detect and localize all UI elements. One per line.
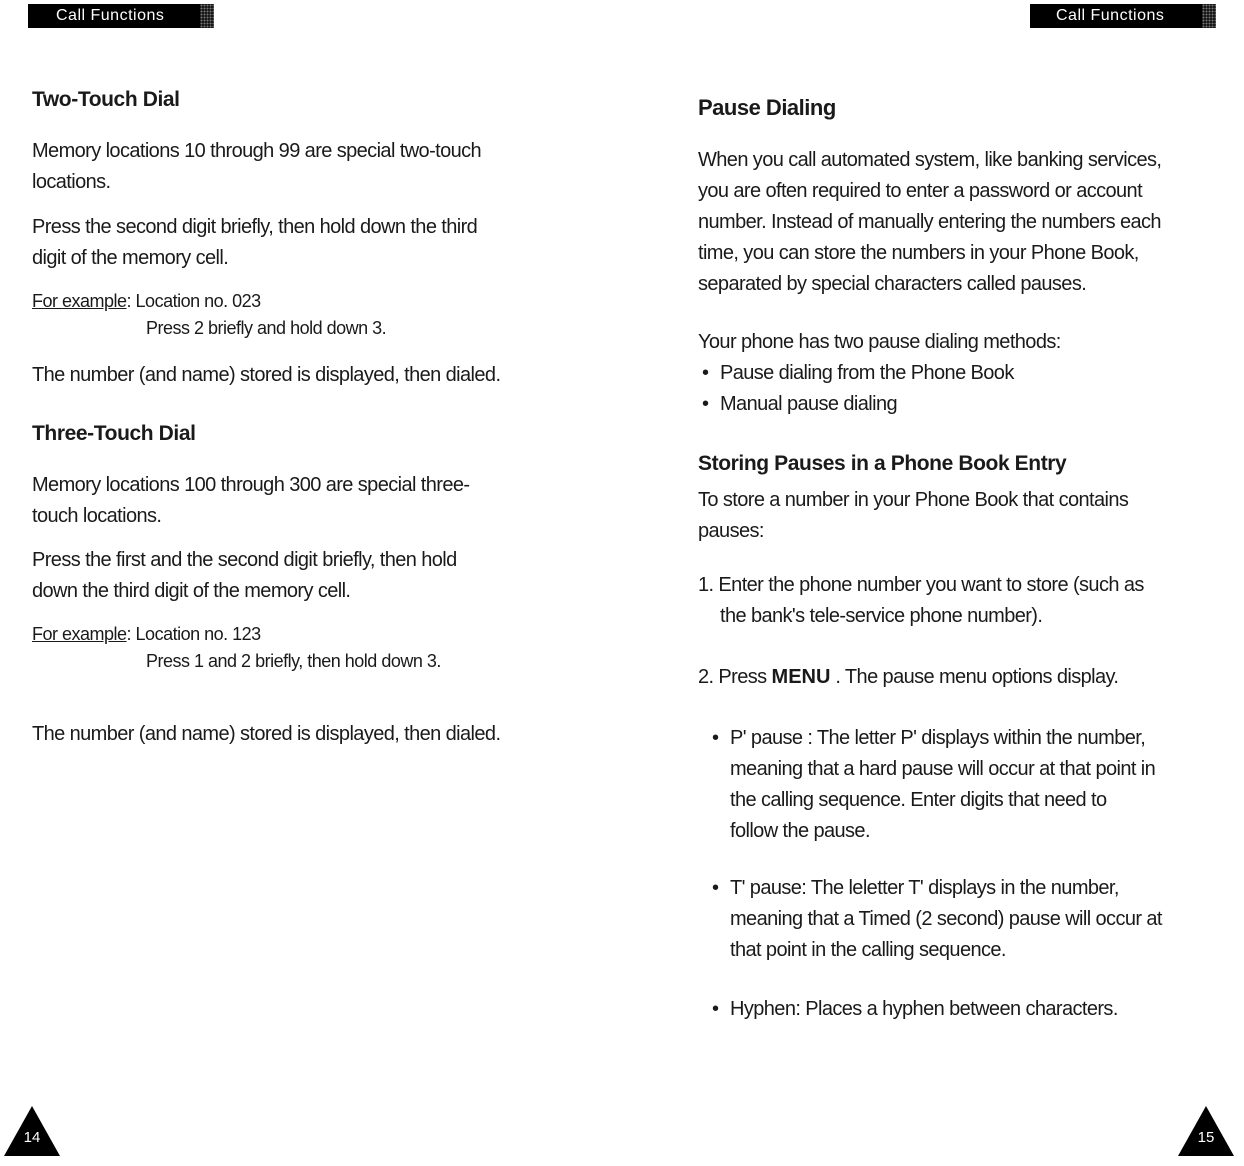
text-line: that point in the calling sequence. bbox=[730, 939, 1006, 961]
text-line: number. Instead of manually entering the numbers each bbox=[698, 211, 1161, 233]
text-line: 1. Enter the phone number you want to store (such as bbox=[698, 574, 1144, 596]
three-touch-p3 bbox=[32, 719, 582, 750]
section-tab bbox=[28, 4, 214, 28]
pause-dialing-title bbox=[698, 94, 1214, 122]
page-title: Pause Dialing bbox=[698, 95, 836, 120]
tab-dots-decoration bbox=[1202, 4, 1216, 28]
text-line: Your phone has two pause dialing methods: bbox=[698, 331, 1061, 353]
example-line: Press 2 briefly and hold down 3. bbox=[146, 318, 387, 338]
tab-dots-decoration bbox=[200, 4, 214, 28]
text-line: The number (and name) stored is displayed, then dialed. bbox=[32, 723, 501, 745]
three-touch-heading: Three-Touch Dial bbox=[32, 422, 196, 445]
example-label: For example bbox=[32, 624, 127, 644]
three-touch-p1 bbox=[32, 470, 582, 532]
example-label: For example bbox=[32, 291, 127, 311]
pause-intro bbox=[698, 145, 1214, 300]
menu-key-label: MENU bbox=[771, 666, 831, 688]
text-line: you are often required to enter a password or account bbox=[698, 180, 1143, 202]
text-line: . The pause menu options display. bbox=[830, 666, 1119, 688]
list-item: • Hyphen: Places a hyphen between characters. bbox=[698, 994, 1214, 1025]
text-line: meaning that a hard pause will occur at that point in bbox=[730, 758, 1156, 780]
two-touch-example bbox=[32, 288, 582, 342]
storing-pauses-heading: Storing Pauses in a Phone Book Entry bbox=[698, 452, 1067, 475]
text-line: the bank's tele-service phone number). bbox=[720, 605, 1043, 627]
text-line: touch locations. bbox=[32, 505, 162, 527]
t-pause-item bbox=[698, 873, 1214, 966]
two-touch-section bbox=[32, 86, 582, 114]
example-line: : Location no. 123 bbox=[126, 624, 261, 644]
storing-pauses-heading-wrap bbox=[698, 450, 1214, 478]
text-line: pauses: bbox=[698, 520, 764, 542]
store-intro bbox=[698, 485, 1214, 547]
text-line: To store a number in your Phone Book that contains bbox=[698, 489, 1129, 511]
list-item: • P' pause : The letter P' displays within the number, bbox=[698, 723, 1214, 754]
list-item: • T' pause: The leletter T' displays in the number, bbox=[698, 873, 1214, 904]
text-line: Press the first and the second digit briefly, then hold bbox=[32, 549, 457, 571]
page-number-triangle-icon bbox=[1178, 1106, 1234, 1156]
section-tab-label: Call Functions bbox=[56, 7, 165, 24]
section-tab bbox=[1030, 4, 1216, 28]
text-line: 2. Press bbox=[698, 666, 772, 688]
methods-block bbox=[698, 327, 1214, 420]
page-number: 15 bbox=[1197, 1129, 1215, 1146]
list-item: • Pause dialing from the Phone Book bbox=[698, 358, 1214, 389]
two-touch-heading: Two-Touch Dial bbox=[32, 88, 180, 111]
two-touch-p2 bbox=[32, 212, 582, 274]
section-tab-label: Call Functions bbox=[1056, 7, 1165, 24]
text-line: Press the second digit briefly, then hold down the third bbox=[32, 216, 478, 238]
page-number: 14 bbox=[23, 1129, 41, 1146]
text-line: When you call automated system, like banking services, bbox=[698, 149, 1162, 171]
page-number-triangle-icon bbox=[4, 1106, 60, 1156]
text-line: down the third digit of the memory cell. bbox=[32, 580, 351, 602]
three-touch-p2 bbox=[32, 545, 582, 607]
text-line: The number (and name) stored is displayed, then dialed. bbox=[32, 364, 501, 386]
hyphen-item bbox=[698, 994, 1214, 1025]
text-line: Memory locations 10 through 99 are special two-touch bbox=[32, 140, 482, 162]
three-touch-section bbox=[32, 420, 582, 448]
example-line: Press 1 and 2 briefly, then hold down 3. bbox=[146, 651, 441, 671]
step-2 bbox=[698, 662, 1214, 693]
text-line: follow the pause. bbox=[730, 820, 870, 842]
two-touch-p3 bbox=[32, 360, 582, 391]
text-line: locations. bbox=[32, 171, 111, 193]
p-pause-item bbox=[698, 723, 1214, 847]
text-line: meaning that a Timed (2 second) pause will occur at bbox=[730, 908, 1162, 930]
step-1 bbox=[698, 570, 1214, 632]
text-line: the calling sequence. Enter digits that need to bbox=[730, 789, 1107, 811]
three-touch-example bbox=[32, 621, 582, 675]
text-line: digit of the memory cell. bbox=[32, 247, 229, 269]
list-item: • Manual pause dialing bbox=[698, 389, 1214, 420]
example-line: : Location no. 023 bbox=[126, 291, 261, 311]
text-line: Memory locations 100 through 300 are special three- bbox=[32, 474, 470, 496]
right-page bbox=[622, 0, 1244, 1166]
text-line: separated by special characters called pauses. bbox=[698, 273, 1087, 295]
two-touch-p1 bbox=[32, 136, 582, 198]
text-line: time, you can store the numbers in your Phone Book, bbox=[698, 242, 1139, 264]
